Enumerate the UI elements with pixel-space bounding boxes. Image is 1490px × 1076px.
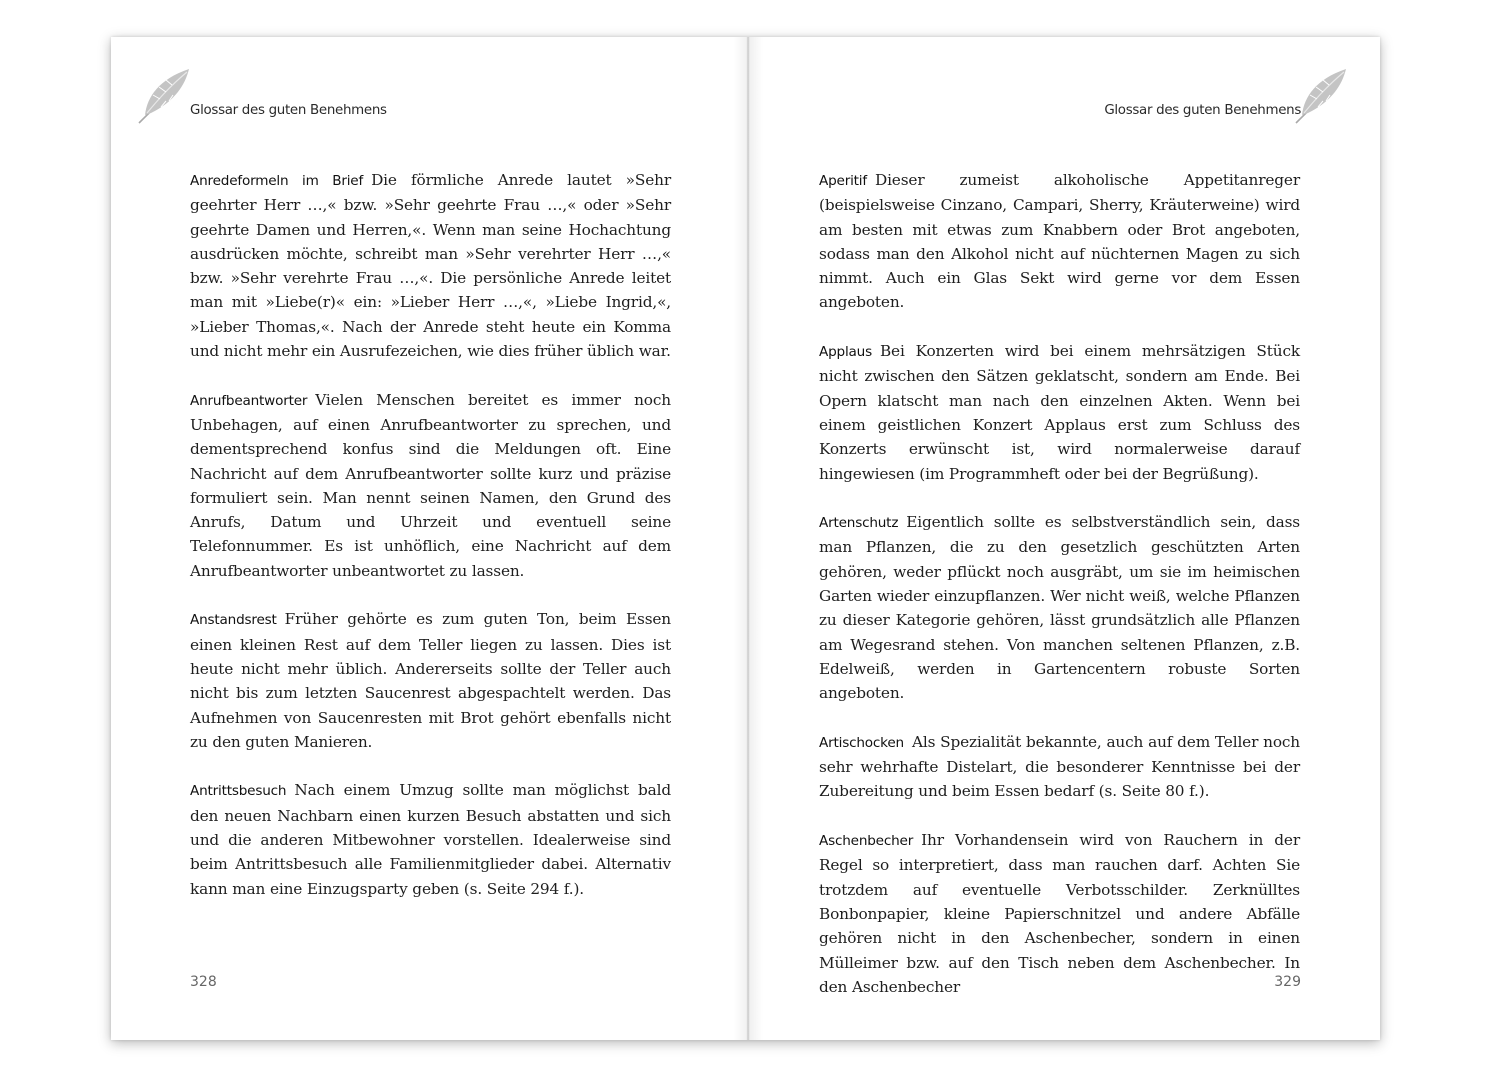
glossary-entry	[819, 339, 1300, 486]
glossary-definition: Eigentlich sollte es selbstverständlich sein, dass man Pflanzen, die zu den gesetzlich geschützten Arten gehören, weder pflückt noch ausgräbt, um sie im heimischen Garten wieder einzupflanzen. Wer nicht weiß, welche Pflanzen zu dieser Kategorie gehören, lässt grundsätzlich alle Pflanzen am Wegesrand stehen. Von manchen seltenen Pflanzen, z.B. Edelweiß, werden in Gartencentern robuste Sorten angeboten.	[819, 513, 1300, 703]
glossary-definition: Vielen Menschen bereitet es immer noch Unbehagen, auf einen Anrufbeantworter zu sprechen, und dementsprechend konfus sind die Meldungen oft. Eine Nachricht auf dem Anrufbeantworter sollte kurz und präzise formuliert sein. Man nennt seinen Namen, den Grund des Anrufs, Datum und Uhrzeit und eventuell seine Telefonnummer. Es ist unhöflich, eine Nachricht auf dem Anrufbeantworter unbeantwortet zu lassen.	[190, 390, 671, 580]
glossary-entry	[819, 730, 1300, 804]
glossary-term: Artenschutz	[819, 515, 899, 532]
glossary-term: Applaus	[819, 344, 872, 361]
glossary-entry	[190, 388, 671, 583]
running-head: Glossar des guten Benehmens	[1104, 103, 1301, 118]
right-page	[747, 37, 1380, 1040]
glossary-entry	[190, 168, 671, 363]
glossary-definition: Als Spezialität bekannte, auch auf dem Teller noch sehr wehrhafte Distelart, die besonderer Kenntnisse bei der Zubereitung und beim Essen bedarf (s. Seite 80 f.).	[819, 732, 1300, 801]
glossary-term: Artischocken	[819, 734, 904, 751]
glossary-definition: Früher gehörte es zum guten Ton, beim Essen einen kleinen Rest auf dem Teller liegen zu lassen. Dies ist heute nicht mehr üblich. Andererseits sollte der Teller auch nicht bis zum letzten Saucenrest abgespachtelt werden. Das Aufnehmen von Saucenresten mit Brot gehört ebenfalls nicht zu den guten Manieren.	[190, 610, 671, 751]
glossary-term: Anredeformeln im Brief	[190, 173, 364, 189]
glossary-definition: Dieser zumeist alkoholische Appetitanreger (beispielsweise Cinzano, Campari, Sherry, Kräuterweine) wird am besten mit etwas zum Knabbern oder Brot angeboten, sodass man den Alkohol nicht auf nüchternen Magen zu sich nimmt. Auch ein Glas Sekt wird gerne vor dem Essen angeboten.	[819, 171, 1300, 312]
glossary-term: Anrufbeantworter	[190, 392, 308, 409]
page-number: 328	[190, 974, 217, 990]
glossary-entry	[190, 607, 671, 754]
glossary-term: Anstandsrest	[190, 612, 277, 629]
glossary-definition: Ihr Vorhandensein wird von Rauchern in der Regel so interpretiert, dass man rauchen darf. Achten Sie trotzdem auf eventuelle Verbotsschilder. Zerknülltes Bonbonpapier, kleine Papierschnitzel und andere Abfälle gehören nicht in den Aschenbecher, sondern in einen Mülleimer bzw. auf den Tisch neben dem Aschenbecher. In den Aschenbecher	[819, 831, 1300, 996]
glossary-column	[190, 168, 671, 925]
feather-icon	[135, 65, 197, 127]
glossary-definition: Bei Konzerten wird bei einem mehrsätzigen Stück nicht zwischen den Sätzen geklatscht, sondern am Ende. Bei Opern klatscht man nach den einzelnen Akten. Wenn bei einem geistlichen Konzert Applaus erst zum Schluss des Konzerts erwünscht ist, wird normalerweise darauf hingewiesen (im Programmheft oder bei der Begrüßung).	[819, 342, 1300, 483]
glossary-term: Aperitif	[819, 173, 867, 189]
glossary-entry	[819, 168, 1300, 315]
running-head: Glossar des guten Benehmens	[190, 103, 387, 118]
glossary-definition: Die förmliche Anrede lautet »Sehr geehrter Herr …,« bzw. »Sehr geehrte Frau …,« oder »Sehr geehrte Damen und Herren,«. Wenn man seine Hochachtung ausdrücken möchte, schreibt man »Sehr verehrter Herr …,« bzw. »Sehr verehrte Frau …,«. Die persönliche Anrede leitet man mit »Liebe(r)« ein: »Lieber Herr …,«, »Liebe Ingrid,«, »Lieber Thomas,«. Nach der Anrede steht heute ein Komma und nicht mehr ein Ausrufezeichen, wie dies früher üblich war.	[190, 171, 671, 361]
glossary-definition: Nach einem Umzug sollte man möglichst bald den neuen Nachbarn einen kurzen Besuch abstatten und sich und die anderen Mitbewohner vorstellen. Idealerweise sind beim Antrittsbesuch alle Familienmitglieder dabei. Alternativ kann man eine Einzugsparty geben (s. Seite 294 f.).	[190, 781, 671, 898]
glossary-column	[819, 168, 1300, 1023]
glossary-term: Aschenbecher	[819, 833, 914, 850]
feather-icon	[1292, 65, 1354, 127]
book-spread	[111, 37, 1380, 1040]
glossary-entry	[190, 778, 671, 900]
glossary-entry	[819, 828, 1300, 999]
glossary-entry	[819, 510, 1300, 705]
glossary-term: Antrittsbesuch	[190, 783, 287, 800]
left-page	[111, 37, 747, 1040]
page-number: 329	[1274, 974, 1301, 990]
